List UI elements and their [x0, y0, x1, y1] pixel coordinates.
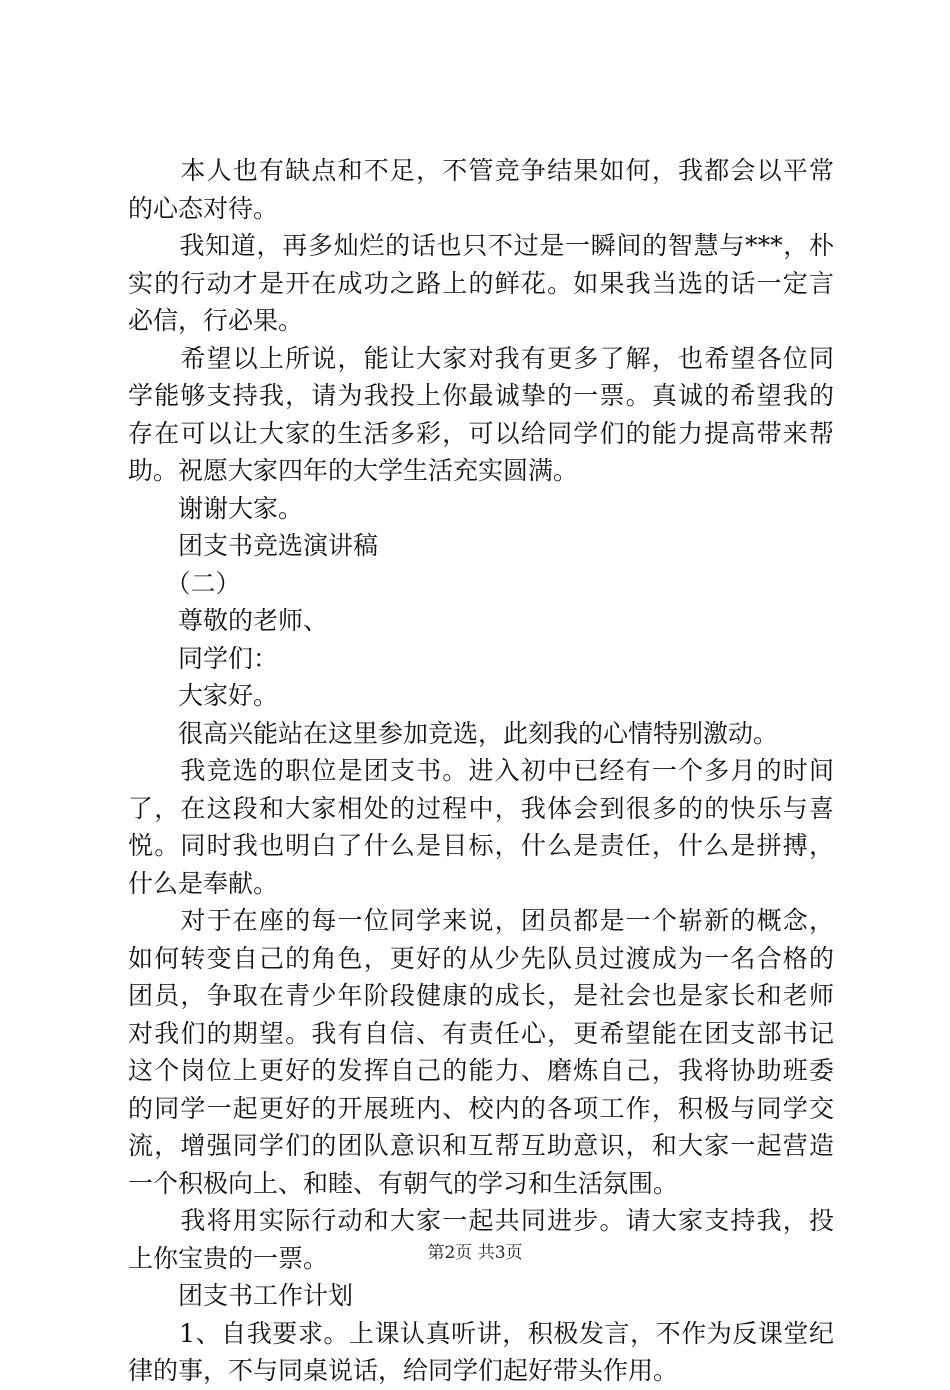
text-line: 学能够支持我，请为我投上你最诚挚的一票。真诚的希望我的 — [128, 381, 834, 410]
text-line: 助。祝愿大家四年的大学生活充实圆满。 — [128, 456, 579, 485]
text-line: 很高兴能站在这里参加竞选，此刻我的心情特别激动。 — [128, 718, 779, 748]
text-line: 本人也有缺点和不足，不管竞争结果如何，我都会以平常 — [128, 156, 834, 185]
text-line: 的同学一起更好的开展班内、校内的各项工作，积极与同学交 — [128, 1093, 834, 1123]
text-line: 对于在座的每一位同学来说，团员都是一个崭新的概念， — [128, 906, 834, 935]
document-body — [128, 152, 834, 1390]
text-line: 存在可以让大家的生活多彩，可以给同学们的能力提高带来帮 — [128, 418, 834, 448]
text-line: 这个岗位上更好的发挥自己的能力、磨炼自己，我将协助班委 — [128, 1056, 834, 1085]
text-line: 律的事，不与同桌说话，给同学们起好带头作用。 — [128, 1356, 679, 1385]
text-line: 谢谢大家。 — [128, 493, 304, 523]
text-line: 我将用实际行动和大家一起共同进步。请大家支持我，投 — [128, 1206, 834, 1235]
text-line: 流，增强同学们的团队意识和互帮互助意识，和大家一起营造 — [128, 1131, 834, 1160]
text-line: 团员，争取在青少年阶段健康的成长，是社会也是家长和老师 — [128, 981, 834, 1010]
text-line: 我竞选的职位是团支书。进入初中已经有一个多月的时间 — [128, 756, 834, 785]
text-line: 对我们的期望。我有自信、有责任心，更希望能在团支部书记 — [128, 1018, 834, 1048]
page-footer: 第2页 共3页 — [427, 1243, 523, 1263]
text-line: 团支书工作计划 — [128, 1281, 354, 1310]
text-line: 的心态对待。 — [128, 193, 279, 223]
text-line: 了，在这段和大家相处的过程中，我体会到很多的的快乐与喜 — [128, 793, 834, 823]
text-line: 我知道，再多灿烂的话也只不过是一瞬间的智慧与***，朴 — [128, 231, 834, 260]
text-line: 1、自我要求。上课认真听讲，积极发言，不作为反课堂纪 — [128, 1318, 834, 1348]
text-line: 什么是奉献。 — [128, 868, 279, 898]
text-line: 同学们： — [128, 643, 279, 673]
text-line: 如何转变自己的角色，更好的从少先队员过渡成为一名合格的 — [128, 943, 834, 973]
text-line: 尊敬的老师、 — [128, 606, 329, 635]
text-line: 上你宝贵的一票。 — [128, 1243, 329, 1273]
text-line: （二） — [128, 568, 241, 598]
text-line: 团支书竞选演讲稿 — [128, 531, 379, 560]
text-line: 一个积极向上、和睦、有朝气的学习和生活氛围。 — [128, 1168, 679, 1198]
text-line: 必信，行必果。 — [128, 306, 304, 335]
text-line: 悦。同时我也明白了什么是目标，什么是责任，什么是拼搏， — [128, 831, 834, 860]
text-line: 实的行动才是开在成功之路上的鲜花。如果我当选的话一定言 — [128, 268, 834, 298]
text-line: 大家好。 — [128, 681, 279, 710]
text-line: 希望以上所说，能让大家对我有更多了解，也希望各位同 — [128, 343, 834, 373]
